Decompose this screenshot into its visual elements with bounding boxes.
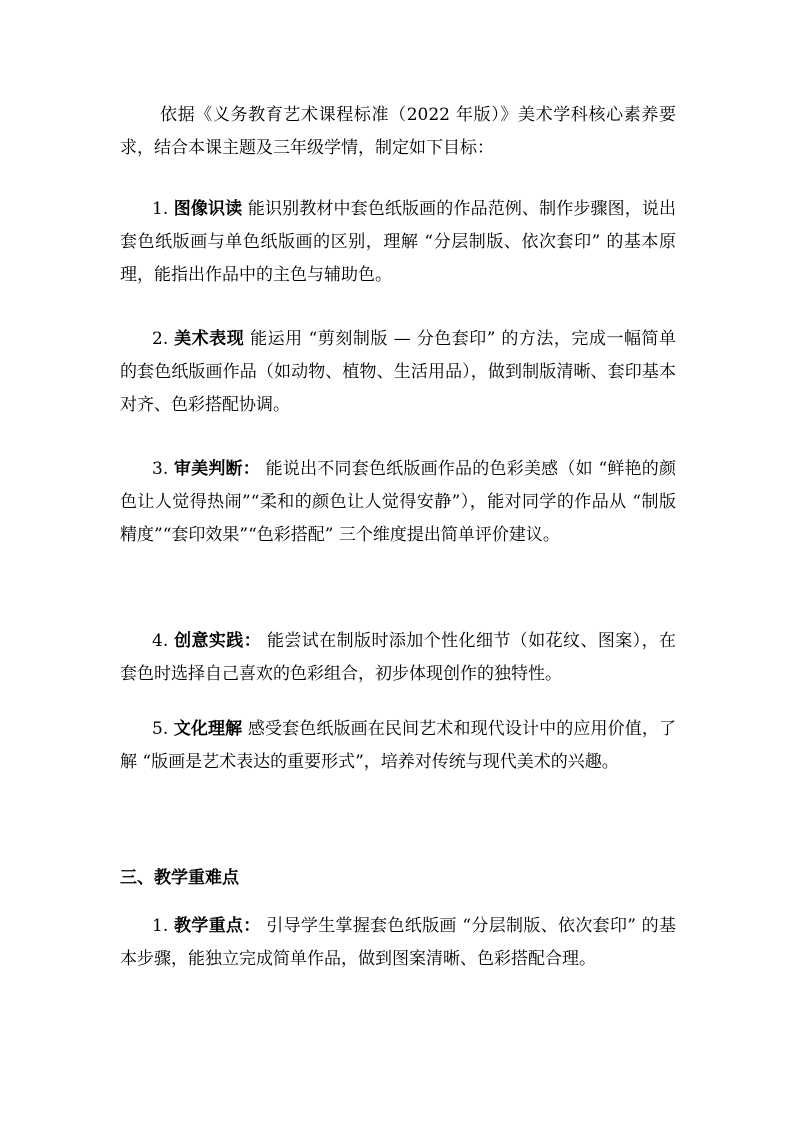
goal-text: 能尝试在制版时添加个性化细节（如花纹、图案），在套色时选择自己喜欢的色彩组合，初步体现创作的独特性。 [120,631,677,684]
goal-item-art-expression [120,323,676,422]
goal-text: 能说出不同套色纸版画作品的色彩美感（如 “鲜艳的颜色让人觉得热闹”“柔和的颜色让人觉得安静”），能对同学的作品从 “制版精度”“套印效果”“色彩搭配” 三个维度提出简单评价建议。 [120,459,677,545]
goal-term: 审美判断： [173,459,260,479]
section-heading: 三、教学重难点 [120,868,239,888]
keypoint-text: 引导学生掌握套色纸版画 “分层制版、依次套印” 的基本步骤，能独立完成简单作品，做到图案清晰、色彩搭配合理。 [120,916,676,969]
goal-term: 图像识读 [173,199,243,219]
keypoint-item-teaching-focus [120,910,676,976]
goal-number: 3. [152,459,169,479]
intro-paragraph [120,99,676,165]
goal-item-aesthetic-judgment [120,453,676,552]
goal-number: 5. [152,719,169,739]
intro-text: 依据《义务教育艺术课程标准（2022 年版）》美术学科核心素养要求，结合本课主题及三年级学情，制定如下目标： [120,105,676,158]
goal-item-image-reading [120,193,676,292]
goal-text: 能运用 “剪刻制版 — 分色套印” 的方法，完成一幅简单的套色纸版画作品（如动物、植物、生活用品），做到制版清晰、套印基本对齐、色彩搭配协调。 [120,329,677,415]
goal-number: 1. [152,199,169,219]
goal-item-creative-practice [120,625,676,691]
goal-term: 文化理解 [173,719,243,739]
goal-number: 4. [152,631,169,651]
goal-text: 能识别教材中套色纸版画的作品范例、制作步骤图，说出套色纸版画与单色纸版画的区别，理解 “分层制版、依次套印” 的基本原理，能指出作品中的主色与辅助色。 [120,199,677,285]
goal-number: 2. [152,329,169,349]
goal-item-cultural-understanding [120,713,676,779]
goal-term: 美术表现 [174,329,245,349]
keypoint-term: 教学重点： [173,916,261,936]
keypoint-number: 1. [152,916,169,936]
goal-text: 感受套色纸版画在民间艺术和现代设计中的应用价值，了解 “版画是艺术表达的重要形式”，培养对传统与现代美术的兴趣。 [120,719,677,772]
goal-term: 创意实践： [174,631,262,651]
